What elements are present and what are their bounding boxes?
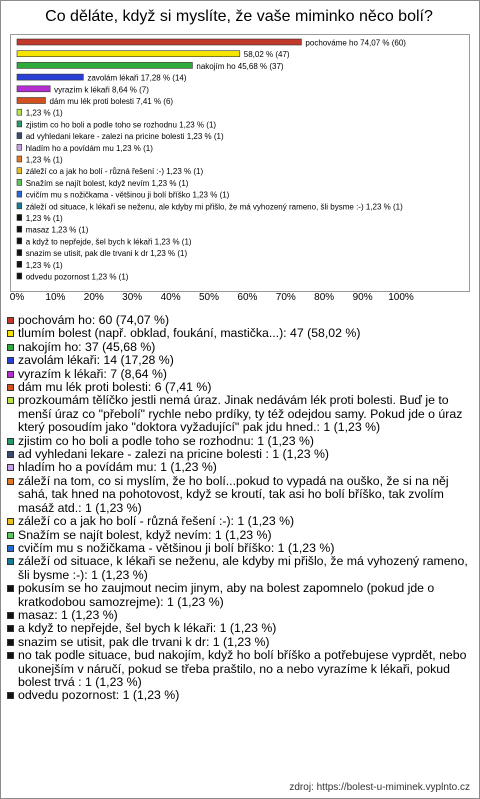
legend-swatch xyxy=(7,330,14,337)
legend-swatch xyxy=(7,317,14,324)
plot-area xyxy=(10,34,470,292)
bar-group xyxy=(17,261,63,270)
legend-label: dám mu lék proti bolesti: 6 (7,41 %) xyxy=(18,380,212,395)
legend-item xyxy=(6,622,470,635)
legend-swatch xyxy=(7,478,14,485)
bar-label: 58,02 % (47) xyxy=(243,50,290,60)
legend-item xyxy=(6,448,470,461)
legend-item xyxy=(6,314,470,327)
x-tick-label: 30% xyxy=(122,292,143,303)
x-tick-label: 20% xyxy=(83,292,104,303)
legend-label: no tak podle situace, bud nakojím, když ho bolí bříško a potřebujese vyprdět, nebo ukonejším v náručí, pokud se třeba praštilo, no a nebo vyrazíme k lékaři, pokud bolest trvá : 1 (1,23 %) xyxy=(18,648,467,689)
bar-group xyxy=(17,249,187,258)
legend-item xyxy=(6,529,470,542)
legend-label: a když to nepřejde, šel bych k lékaři: 1 (1,23 %) xyxy=(18,621,277,636)
legend-swatch xyxy=(7,371,14,378)
bar-group xyxy=(17,237,192,246)
legend-swatch xyxy=(7,585,14,592)
legend-swatch xyxy=(7,384,14,391)
legend xyxy=(6,314,470,703)
bar-group xyxy=(17,62,284,71)
legend-item xyxy=(6,515,470,528)
bar-group xyxy=(17,144,153,153)
bar-label: 1,23 % (1) xyxy=(25,260,63,270)
legend-item xyxy=(6,368,470,381)
bar-label: cvičím mu s nožičkama - většinou ji bolí bříško 1,23 % (1) xyxy=(25,190,230,200)
bar xyxy=(17,179,22,185)
legend-label: masaz: 1 (1,23 %) xyxy=(18,607,118,622)
bar-label: masaz 1,23 % (1) xyxy=(25,225,89,235)
bar xyxy=(17,62,192,68)
legend-label: vyrazím k lékaři: 7 (8,64 %) xyxy=(18,366,167,381)
legend-item xyxy=(6,354,470,367)
legend-item xyxy=(6,582,470,609)
bar xyxy=(17,215,22,221)
legend-label: nakojím ho: 37 (45,68 %) xyxy=(18,339,156,354)
legend-label: pokusím se ho zaujmout necim jinym, aby na bolest zapomnelo (pokud jde o kratkodobou samozrejme): 1 (1,23 %) xyxy=(18,581,435,609)
legend-item xyxy=(6,555,470,582)
legend-item xyxy=(6,461,470,474)
bar-label: vyrazím k lékaři 8,64 % (7) xyxy=(54,85,149,95)
bar-group xyxy=(17,191,230,200)
legend-label: snazim se utisit, pak dle trvani k dr: 1 (1,23 %) xyxy=(18,634,270,649)
bar-label: a když to nepřejde, šel bych k lékaři 1,23 % (1) xyxy=(25,237,192,247)
x-tick-label: 60% xyxy=(237,292,258,303)
legend-swatch xyxy=(7,464,14,471)
x-tick-label: 80% xyxy=(314,292,335,303)
bar-label: pochováme ho 74,07 % (60) xyxy=(305,38,406,48)
bar xyxy=(17,203,22,209)
bar-group xyxy=(17,97,173,106)
legend-swatch xyxy=(7,357,14,364)
bar xyxy=(17,86,50,92)
chart-title: Co děláte, když si myslíte, že vaše miminko něco bolí? xyxy=(45,8,433,25)
bar-group xyxy=(17,226,89,235)
legend-item xyxy=(6,381,470,394)
legend-item xyxy=(6,435,470,448)
bar-label: dám mu lék proti bolesti 7,41 % (6) xyxy=(49,97,174,106)
legend-item xyxy=(6,689,470,702)
legend-item xyxy=(6,475,470,515)
bar-label: záleží od situace, k lékaři se neženu, ale kdyby mi přišlo, že má vyhozený rameno, šli bysme :-) 1,23 % (1) xyxy=(25,202,403,212)
bar-group xyxy=(17,179,189,188)
bar-group xyxy=(17,74,187,83)
bar xyxy=(17,144,22,150)
x-tick-label: 70% xyxy=(275,292,296,303)
bar-group xyxy=(17,50,290,59)
legend-item xyxy=(6,636,470,649)
bar xyxy=(17,191,22,197)
bar xyxy=(17,156,22,162)
legend-label: pochovám ho: 60 (74,07 %) xyxy=(18,313,170,327)
bar-label: ad vyhledani lekare - zalezi na pricine bolesti 1,23 % (1) xyxy=(25,132,224,142)
bar-group xyxy=(17,167,203,176)
bar-group xyxy=(17,132,224,141)
bar-group xyxy=(17,273,129,282)
legend-swatch xyxy=(7,545,14,552)
legend-swatch xyxy=(7,558,14,565)
bar-label: 1,23 % (1) xyxy=(25,214,63,223)
legend-item xyxy=(6,649,470,689)
bar xyxy=(17,51,240,57)
legend-swatch xyxy=(7,532,14,539)
legend-swatch xyxy=(7,612,14,619)
bar-group xyxy=(17,214,63,223)
x-tick-label: 50% xyxy=(198,292,220,303)
legend-label: zjistim co ho boli a podle toho se rozhodnu: 1 (1,23 %) xyxy=(18,433,314,448)
legend-label: cvičím mu s nožičkama - většinou ji bolí bříško: 1 (1,23 %) xyxy=(18,540,335,555)
bar xyxy=(17,168,22,174)
bar-group xyxy=(17,109,63,118)
legend-swatch xyxy=(7,625,14,632)
legend-item xyxy=(6,394,470,434)
bar xyxy=(17,226,22,232)
bar-label: hladím ho a povídám mu 1,23 % (1) xyxy=(25,143,153,153)
legend-swatch xyxy=(7,451,14,458)
legend-label: odvedu pozornost: 1 (1,23 %) xyxy=(18,688,180,703)
legend-swatch xyxy=(7,639,14,646)
bar-label: snazim se utisit, pak dle trvani k dr 1,23 % (1) xyxy=(25,249,188,259)
legend-swatch xyxy=(7,692,14,699)
legend-swatch xyxy=(7,438,14,445)
legend-swatch xyxy=(7,397,14,404)
x-tick-label: 40% xyxy=(160,292,181,303)
legend-label: záleží od situace, k lékaři se neženu, ale kdyby mi přišlo, že má vyhozený rameno, šli bysme :-): 1 (1,23 %) xyxy=(18,554,468,582)
bar-label: Snažím se najít bolest, když nevím 1,23 % (1) xyxy=(25,178,189,188)
bar xyxy=(17,74,83,80)
legend-item xyxy=(6,327,470,340)
legend-label: zavolám lékaři: 14 (17,28 %) xyxy=(18,353,174,368)
bar-group xyxy=(17,202,403,211)
bar xyxy=(17,250,22,256)
bar xyxy=(17,121,22,127)
bar-label: 1,23 % (1) xyxy=(25,108,63,118)
bar xyxy=(17,39,301,45)
bar-group xyxy=(17,120,216,129)
bar-group xyxy=(17,85,149,94)
x-tick-label: 10% xyxy=(45,292,66,303)
bar xyxy=(17,109,22,115)
bar xyxy=(17,261,22,267)
legend-label: tlumím bolest (např. obklad, foukání, mastička...): 47 (58,02 %) xyxy=(18,326,361,341)
legend-item xyxy=(6,609,470,622)
bar-label: zjistim co ho boli a podle toho se rozhodnu 1,23 % (1) xyxy=(25,120,217,130)
bar-label: 1,23 % (1) xyxy=(25,155,63,165)
bar-chart xyxy=(11,35,469,291)
bar xyxy=(17,98,45,104)
legend-swatch xyxy=(7,344,14,351)
x-axis-ticks xyxy=(0,292,478,306)
bar-label: odvedu pozornost 1,23 % (1) xyxy=(25,272,129,282)
legend-item xyxy=(6,341,470,354)
legend-swatch xyxy=(7,518,14,525)
bar xyxy=(17,273,22,279)
bar-label: záleží co a jak ho bolí - různá řešení :-) 1,23 % (1) xyxy=(25,167,204,177)
bar xyxy=(17,133,22,139)
bar xyxy=(17,238,22,244)
legend-label: Snažím se najít bolest, když nevím: 1 (1,23 %) xyxy=(18,527,272,542)
legend-label: hladím ho a povídám mu: 1 (1,23 %) xyxy=(18,460,217,475)
legend-label: záleží na tom, co si myslím, že ho bolí...pokud to vypadá na ouško, že si na něj sahá, tak hned na pohotovost, když se kroutí, tak asi ho bolí bříško, tak zvolím masáž atd.: 1 (1,23 %) xyxy=(18,473,449,515)
legend-item xyxy=(6,542,470,555)
legend-label: prozkoumám tělíčko jestli nemá úraz. Jinak nedávám lék proti bolesti. Buď je to menší úraz co "přebolí" rychle nebo prdíky, ty též odejdou samy. Pokud jde o úraz který posoudím jako "doktora vyžadující" pak jdu hned.: 1 (1,23 %) xyxy=(18,393,463,435)
legend-label: ad vyhledani lekare - zalezi na pricine bolesti : 1 (1,23 %) xyxy=(18,447,330,462)
x-tick-label: 90% xyxy=(352,292,373,303)
bar-label: nakojím ho 45,68 % (37) xyxy=(196,61,284,71)
x-tick-label: 0% xyxy=(9,292,25,303)
legend-label: záleží co a jak ho bolí - různá řešení :-): 1 (1,23 %) xyxy=(18,514,295,529)
bar-group xyxy=(17,39,406,48)
bar-group xyxy=(17,156,63,165)
legend-swatch xyxy=(7,652,14,659)
source-note: zdroj: https://bolest-u-miminek.vyplnto.cz xyxy=(289,782,470,793)
bar-label: zavolám lékaři 17,28 % (14) xyxy=(87,73,187,83)
x-tick-label: 100% xyxy=(388,292,414,303)
